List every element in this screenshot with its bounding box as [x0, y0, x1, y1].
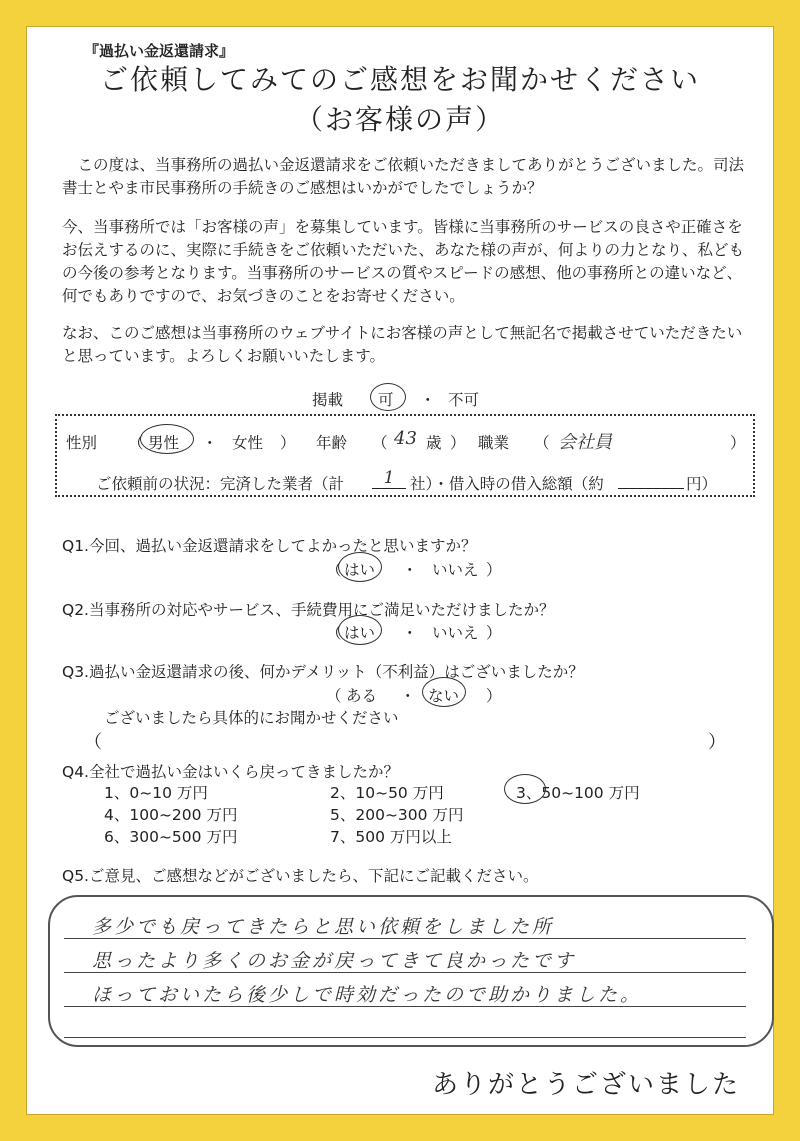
intro-paragraph-3: なお、このご感想は当事務所のウェブサイトにお客様の声として無記名で掲載させていただきたいと思っています。よろしくお願いいたします。 [62, 324, 743, 365]
q1-separator: ・ [402, 561, 418, 579]
selection-circle [140, 424, 194, 454]
age-label: 年齢 [316, 434, 348, 452]
job-label: 職業 [478, 434, 510, 452]
q4-option-7[interactable]: 7、500 万円以上 [330, 828, 452, 846]
publish-separator: ・ [420, 391, 436, 409]
comment-line-2[interactable]: 思ったより多くのお金が戻ってきて良かったです [92, 950, 577, 972]
comment-line-1[interactable]: 多少でも戻ってきたらと思い依頼をしました所 [92, 916, 555, 938]
publish-option-yes[interactable]: 可 [378, 391, 394, 409]
age-unit: 歳 [426, 434, 442, 452]
status-prefix: ご依頼前の状況：完済した業者（計 [96, 475, 345, 493]
gender-option-male[interactable]: 男性 [148, 434, 180, 452]
q4-option-3[interactable]: 3、50~100 万円 [516, 784, 640, 802]
q1-option-yes[interactable]: はい [344, 561, 376, 579]
comment-line-3[interactable]: ほっておいたら後少しで時効だったので助かりました。 [92, 984, 643, 1006]
companies-count-field[interactable]: 1 [372, 468, 406, 489]
q3-text: Q3.過払い金返還請求の後、何かデメリット（不利益）はございましたか？ [62, 663, 584, 681]
q2-option-no[interactable]: いいえ [432, 624, 479, 642]
age-paren-open: （ [372, 434, 388, 452]
selection-circle [504, 774, 546, 804]
q2-separator: ・ [402, 624, 418, 642]
job-paren-close: ） [730, 434, 746, 452]
publish-option-no[interactable]: 不可 [448, 391, 480, 409]
job-paren-open: （ [534, 434, 550, 452]
q2-text: Q2.当事務所の対応やサービス、手続費用にご満足いただけましたか？ [62, 601, 555, 619]
q2-paren-close: ） [486, 624, 502, 642]
status-middle: 社）・借入時の借入総額（約 [410, 475, 604, 493]
q4-option-1[interactable]: 1、0~10 万円 [104, 784, 208, 802]
gender-option-female[interactable]: 女性 [232, 434, 264, 452]
borrowed-amount-field[interactable] [618, 468, 684, 489]
q2-option-yes[interactable]: はい [344, 624, 376, 642]
q3-option-no[interactable]: ない [428, 687, 460, 705]
q3-detail-paren-close: ） [708, 732, 726, 753]
q3-detail-prompt: ございましたら具体的にお聞かせください [104, 709, 399, 727]
selection-circle [338, 552, 382, 582]
publish-label: 掲載 [312, 391, 344, 409]
age-field[interactable]: 43 [394, 428, 417, 449]
q3-option-yes[interactable]: ある [346, 687, 378, 705]
selection-circle [370, 383, 406, 411]
gender-paren-open: （ [128, 434, 144, 452]
q3-paren-open: （ [326, 687, 342, 705]
comment-rule [64, 1037, 746, 1038]
gender-paren-close: ） [280, 434, 296, 452]
q4-option-6[interactable]: 6、300~500 万円 [104, 828, 238, 846]
q3-separator: ・ [400, 687, 416, 705]
q1-paren-close: ） [486, 561, 502, 579]
closing-thanks: ありがとうございました [431, 1070, 740, 1100]
q5-text: Q5.ご意見、ご感想などがございましたら、下記にご記載ください。 [62, 867, 539, 885]
intro-paragraph-2: 今、当事務所では「お客様の声」を募集しています。皆様に当事務所のサービスの良さや正確さをお伝えするのに、実際に手続きをご依頼いただいた、あなた様の声が、何よりの力となり、私どもの今後の参考となります。当事務所のサービスの質やスピードの感想、他の事務所との違いなど、何でもありですので、お気づきのことをお寄せください。 [62, 218, 745, 305]
page-title: ご依頼してみてのご感想をお聞かせください [99, 63, 700, 96]
age-paren-close: ） [450, 434, 466, 452]
status-suffix: 円） [686, 475, 718, 493]
gender-separator: ・ [202, 434, 218, 452]
q4-text: Q4.全社で過払い金はいくら戻ってきましたか？ [62, 763, 399, 781]
q1-option-no[interactable]: いいえ [432, 561, 479, 579]
form-category-tag: 『過払い金返還請求』 [84, 42, 235, 60]
q4-option-2[interactable]: 2、10~50 万円 [330, 784, 444, 802]
page-subtitle: （お客様の声） [294, 103, 505, 136]
q3-detail-paren-open: （ [84, 732, 102, 753]
q4-option-5[interactable]: 5、200~300 万円 [330, 806, 464, 824]
job-field[interactable]: 会社員 [558, 432, 612, 453]
gender-label: 性別 [66, 434, 98, 452]
q2-paren-open: （ [326, 624, 342, 642]
q3-paren-close: ） [486, 687, 502, 705]
q3-detail-field[interactable] [110, 730, 700, 750]
q4-option-4[interactable]: 4、100~200 万円 [104, 806, 238, 824]
selection-circle [338, 615, 382, 645]
selection-circle [422, 677, 466, 707]
intro-paragraph-1: この度は、当事務所の過払い金返還請求をご依頼いただきましてありがとうございました。司法書士とやま市民事務所の手続きのご感想はいかがでしたでしょうか？ [62, 156, 745, 197]
q1-text: Q1.今回、過払い金返還請求をしてよかったと思いますか？ [62, 537, 477, 555]
q1-paren-open: （ [326, 561, 342, 579]
